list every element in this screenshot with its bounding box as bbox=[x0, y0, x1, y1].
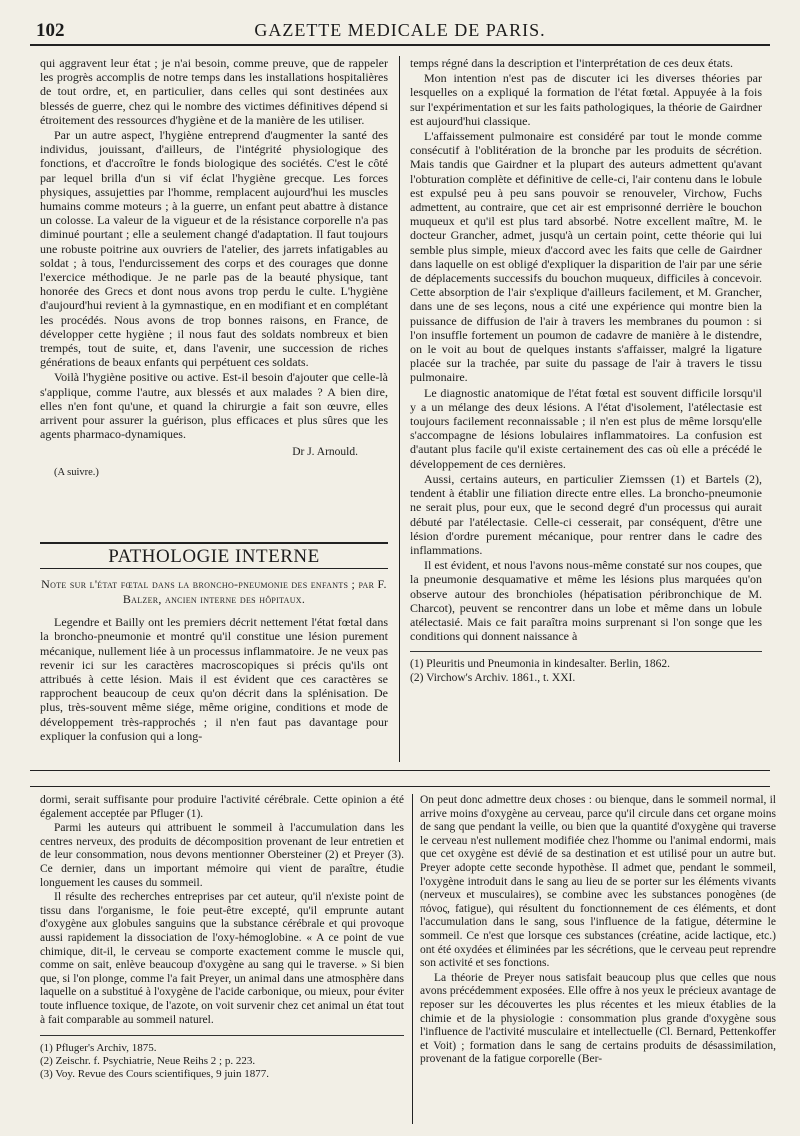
author-signature: Dr J. Arnould. bbox=[292, 446, 358, 459]
footnote: (1) Pleuritis und Pneumonia in kindesalter. Berlin, 1862. bbox=[410, 658, 670, 671]
paragraph: Il résulte des recherches entreprises par cet auteur, qu'il n'existe point de tissu dans l'organisme, le foie peut-être excepté, qu'il emprunte autant d'oxygène aux globules sanguins que la substance cérébrale et qui provoque aussi rapidement la dissociation de l'oxy-hémoglobine. « A ce point de vue chimique, dit-il, le cerveau se comporte exactement comme le muscle qui, comme on sait, enlève beaucoup d'oxygène au sang qui le traverse. » Si bien que, si l'on plonge, comme l'a fait Preyer, un animal dans une atmosphère dans laquelle on a substitué à l'oxygène de l'acide carbonique, ou mieux, pour éviter toute influence toxique, de l'azote, on voit survenir chez cet animal un état tout à fait comparable au sommeil naturel. bbox=[40, 891, 404, 1026]
footnote: (3) Voy. Revue des Cours scientifiques, 9 juin 1877. bbox=[40, 1068, 269, 1081]
footnotes bbox=[410, 651, 762, 685]
page-number: 102 bbox=[36, 20, 65, 41]
footnote: (1) Pfluger's Archiv, 1875. bbox=[40, 1042, 157, 1055]
paragraph: Aussi, certains auteurs, en particulier Ziemssen (1) et Bartels (2), tendent à établir une filiation directe entre elles. La broncho-pneumonie ne serait plus, pour eux, que le second degré d'un processus qui aurait débuté par l'atélectasie. Celle-ci cesserait, par conséquent, d'être une lésion d'ordre purement mécanique, pour rentrer dans le cadre des inflammations. bbox=[410, 471, 762, 557]
paragraph: L'affaissement pulmonaire est considéré par tout le monde comme consécutif à l'oblitération de la bronche par les produits de sécrétion. Mais tandis que Gairdner et la plupart des auteurs admettent qu'avant l'obturation complète et définitive de celle-ci, l'air contenu dans le lobule est expulsé peu à peu sans pouvoir se renouveler, Virchow, Fuchs admettent, au contraire, que cet air est emprisonné derrière le bouchon muqueux et qu'il est plus tard absorbé. Notre excellent maître, M. le docteur Grancher, admet, jusqu'à un certain point, cette théorie qui lui semble plus simple, mieux d'accord avec les faits que celle de Gairdner dans laquelle on est obligé d'expliquer la disparition de l'air par une série de déplacements successifs du bouchon muqueux, difficiles à concevoir. Cette absorption de l'air s'explique d'ailleurs facilement, et M. Grancher, dans une de ses leçons, nous a cité une expérience qui montre bien la puissance de diffusion de l'air à travers les membranes du poumon : si l'on insuffle fortement un poumon de cadavre de manière à le distendre, on le voit au bout de quelques instants s'affaisser, malgré la ligature placée sur la trachée, par suite du passage de l'air à travers le tissu pulmonaire. bbox=[410, 129, 762, 385]
article-title: Note sur l'état fœtal dans la broncho-pneumonie des enfants ; par F. Balzer, ancien interne des hôpitaux. bbox=[41, 577, 387, 607]
footnote: (2) Virchow's Archiv. 1861., t. XXI. bbox=[410, 671, 576, 684]
bottom-right-column bbox=[420, 794, 776, 1124]
paragraph: La théorie de Preyer nous satisfait beaucoup plus que celles que nous avons précédemment exposées. Elle offre à nos yeux le précieux avantage de reposer sur les découvertes les plus récentes et les mieux établies de la chimie et de la physiologie : consommation plus grande d'oxygène sous l'influence de l'activité musculaire et intellectuelle (Cl. Bernard, Pettenkoffer et Voit) ; formation dans le sang de certains produits de désassimilation, provenant de la fatigue corporelle (Ber- bbox=[420, 971, 776, 1066]
top-left-column bbox=[40, 56, 388, 534]
paragraph: On peut donc admettre deux choses : ou bienque, dans le sommeil normal, il arrive moins d'oxygène au cerveau, parce qu'il circule dans cet organe moins de sang que pendant la veille, ou bien que la quantité d'oxygène qui traverse le cerveau n'est nullement modifiée chez l'homme ou l'animal endormi, mais que cet oxygène est dévié de sa destination et est utilisé pour un autre but. Preyer adopte cette seconde hypothèse. Il admet que, pendant le sommeil, l'oxygène introduit dans le sang au lieu de se porter sur les éléments vivants (nerveux et musculaires), se combine avec les substances ponogènes (de πόνος, fatigue), qui résultent du fonctionnement de ces éléments, et dont l'accumulation dans le sang, sous l'influence de la fatigue, détermine le sommeil. Ce n'est que lorsque ces substances (créatine, acide lactique, etc.) ont été oxydées et éliminées par les sécrétions, que le cerveau peut reprendre son activité et ses fonctions. bbox=[420, 794, 776, 970]
to-be-continued: (A suivre.) bbox=[54, 466, 99, 478]
footnote: (2) Zeischr. f. Psychiatrie, Neue Reihs 2 ; p. 223. bbox=[40, 1055, 256, 1068]
paragraph: Mon intention n'est pas de discuter ici les diverses théories par lesquelles on a expliqué la formation de l'état fœtal. Appuyée à la fois sur l'expérimentation et sur les faits pathologiques, la théorie de Gairdner est aujourd'hui classique. bbox=[410, 71, 762, 128]
page-header bbox=[30, 18, 770, 46]
section-divider bbox=[30, 770, 770, 771]
section-divider-thin bbox=[30, 786, 770, 787]
pathologie-column bbox=[40, 536, 388, 762]
paragraph: temps régné dans la description et l'interprétation de ces deux états. bbox=[410, 56, 734, 70]
paragraph: Par un autre aspect, l'hygiène entreprend d'augmenter la santé des individus, jouissant, d'ailleurs, de l'intégrité physiologique des fonctions, et d'accroître le fonds biologique des sociétés. C'est le côté par lequel brilla d'un si vif éclat l'hygiène grecque. Les forces physiques, assujetties par l'homme, remplacent aujourd'hui les muscles humains comme moteurs ; à la guerre, un enfant peut abattre à distance un colosse. La valeur de la vigueur et de la résistance corporelle n'a pas diminué pourtant ; elle a seulement changé d'adaptation. Il faut toujours une robuste poitrine aux ouvriers de l'atelier, des jarrets infatigables au soldat ; à tous, l'endurcissement des corps et des courages que donne l'exercice méthodique. Je ne parle pas de la beauté physique, tant honorée des Grecs et dont nous avons trop perdu le culte. L'hygiène d'aujourd'hui revient à la gymnastique, en en modifiant et en complétant les procédés. Nous avons de trop bonnes raisons, en France, de développer cette hygiène ; il nous faut des soldats nombreux et bien trempés, tout de suite, et, dans l'avenir, une succession de riches générations de beaux enfants qui perpétuent ces soldats. bbox=[40, 128, 388, 370]
top-right-column bbox=[410, 56, 762, 762]
footnotes bbox=[40, 1035, 404, 1081]
column-divider bbox=[399, 56, 400, 762]
paragraph: Il est évident, et nous l'avons nous-même constaté sur nos coupes, que la pneumonie desquamative et même les lésions plus marquées qu'on observe autour des bronchioles (hépatisation péribronchique de M. Charcot), peuvent se rencontrer dans un lobe et même dans un lobule atélectasié. Mais ce fait paraîtra moins surprenant si l'on songe que les conditions qui donnent naissance à bbox=[410, 558, 762, 644]
section-title: PATHOLOGIE INTERNE bbox=[40, 542, 388, 569]
paragraph: Parmi les auteurs qui attribuent le sommeil à l'accumulation dans les centres nerveux, des produits de décomposition provenant de leur entretien et de leur consommation, nous devons mentionner Obersteiner (2) et Preyer (3). Ce dernier, dans un important mémoire qui vient de paraître, étudie longuement les causes du sommeil. bbox=[40, 822, 404, 889]
paragraph: Le diagnostic anatomique de l'état fœtal est souvent difficile lorsqu'il y a un mélange des deux lésions. A l'état d'isolement, l'atélectasie est toujours facilement reconnaissable ; il n'en est plus de même lorsqu'elle s'accompagne de lésions lobulaires inflammatoires. La confusion est d'autant plus facile qu'il existe certainement des cas où elle a précédé le développement de ces dernières. bbox=[410, 385, 762, 471]
paragraph: Legendre et Bailly ont les premiers décrit nettement l'état fœtal dans la broncho-pneumonie et montré qu'il constitue une lésion purement mécanique, nullement liée à un processus inflammatoire. Je ne veux pas revenir ici sur les caractères macroscopiques si précis qu'ils ont attribués à cette lésion. Mais il est évident que ces caractères se rapprochent beaucoup de ceux qu'on décrit dans la splénisation. De plus, très-souvent même siége, même origine, conditions et mode de développement très-rapprochés ; il n'en faut pas davantage pour expliquer la confusion qui a long- bbox=[40, 615, 388, 743]
paragraph: Voilà l'hygiène positive ou active. Est-il besoin d'ajouter que celle-là s'applique, comme l'autre, aux blessés et aux malades ? A bien dire, elles n'en font qu'une, et quand la chirurgie a fait son œuvre, elles arrivent pour assurer la guérison, plus efficaces et plus sûres que les agents pharmaco-dynamiques. bbox=[40, 370, 388, 442]
bottom-left-column bbox=[40, 794, 404, 1124]
paragraph: qui aggravent leur état ; je n'ai besoin, comme preuve, que de rappeler les progrès accomplis de notre temps dans les installations hospitalières de tout ordre, et, en particulier, dans celles qui sont destinées aux blessés de guerre, chez qui le nombre des victimes définitives dépend si étroitement des ressources d'hygiène et de la manière de les utiliser. bbox=[40, 56, 388, 127]
journal-title: GAZETTE MEDICALE DE PARIS. bbox=[254, 20, 546, 40]
column-divider bbox=[412, 794, 413, 1124]
paragraph: dormi, serait suffisante pour produire l'activité cérébrale. Cette opinion a été également acceptée par Pfluger (1). bbox=[40, 794, 404, 820]
